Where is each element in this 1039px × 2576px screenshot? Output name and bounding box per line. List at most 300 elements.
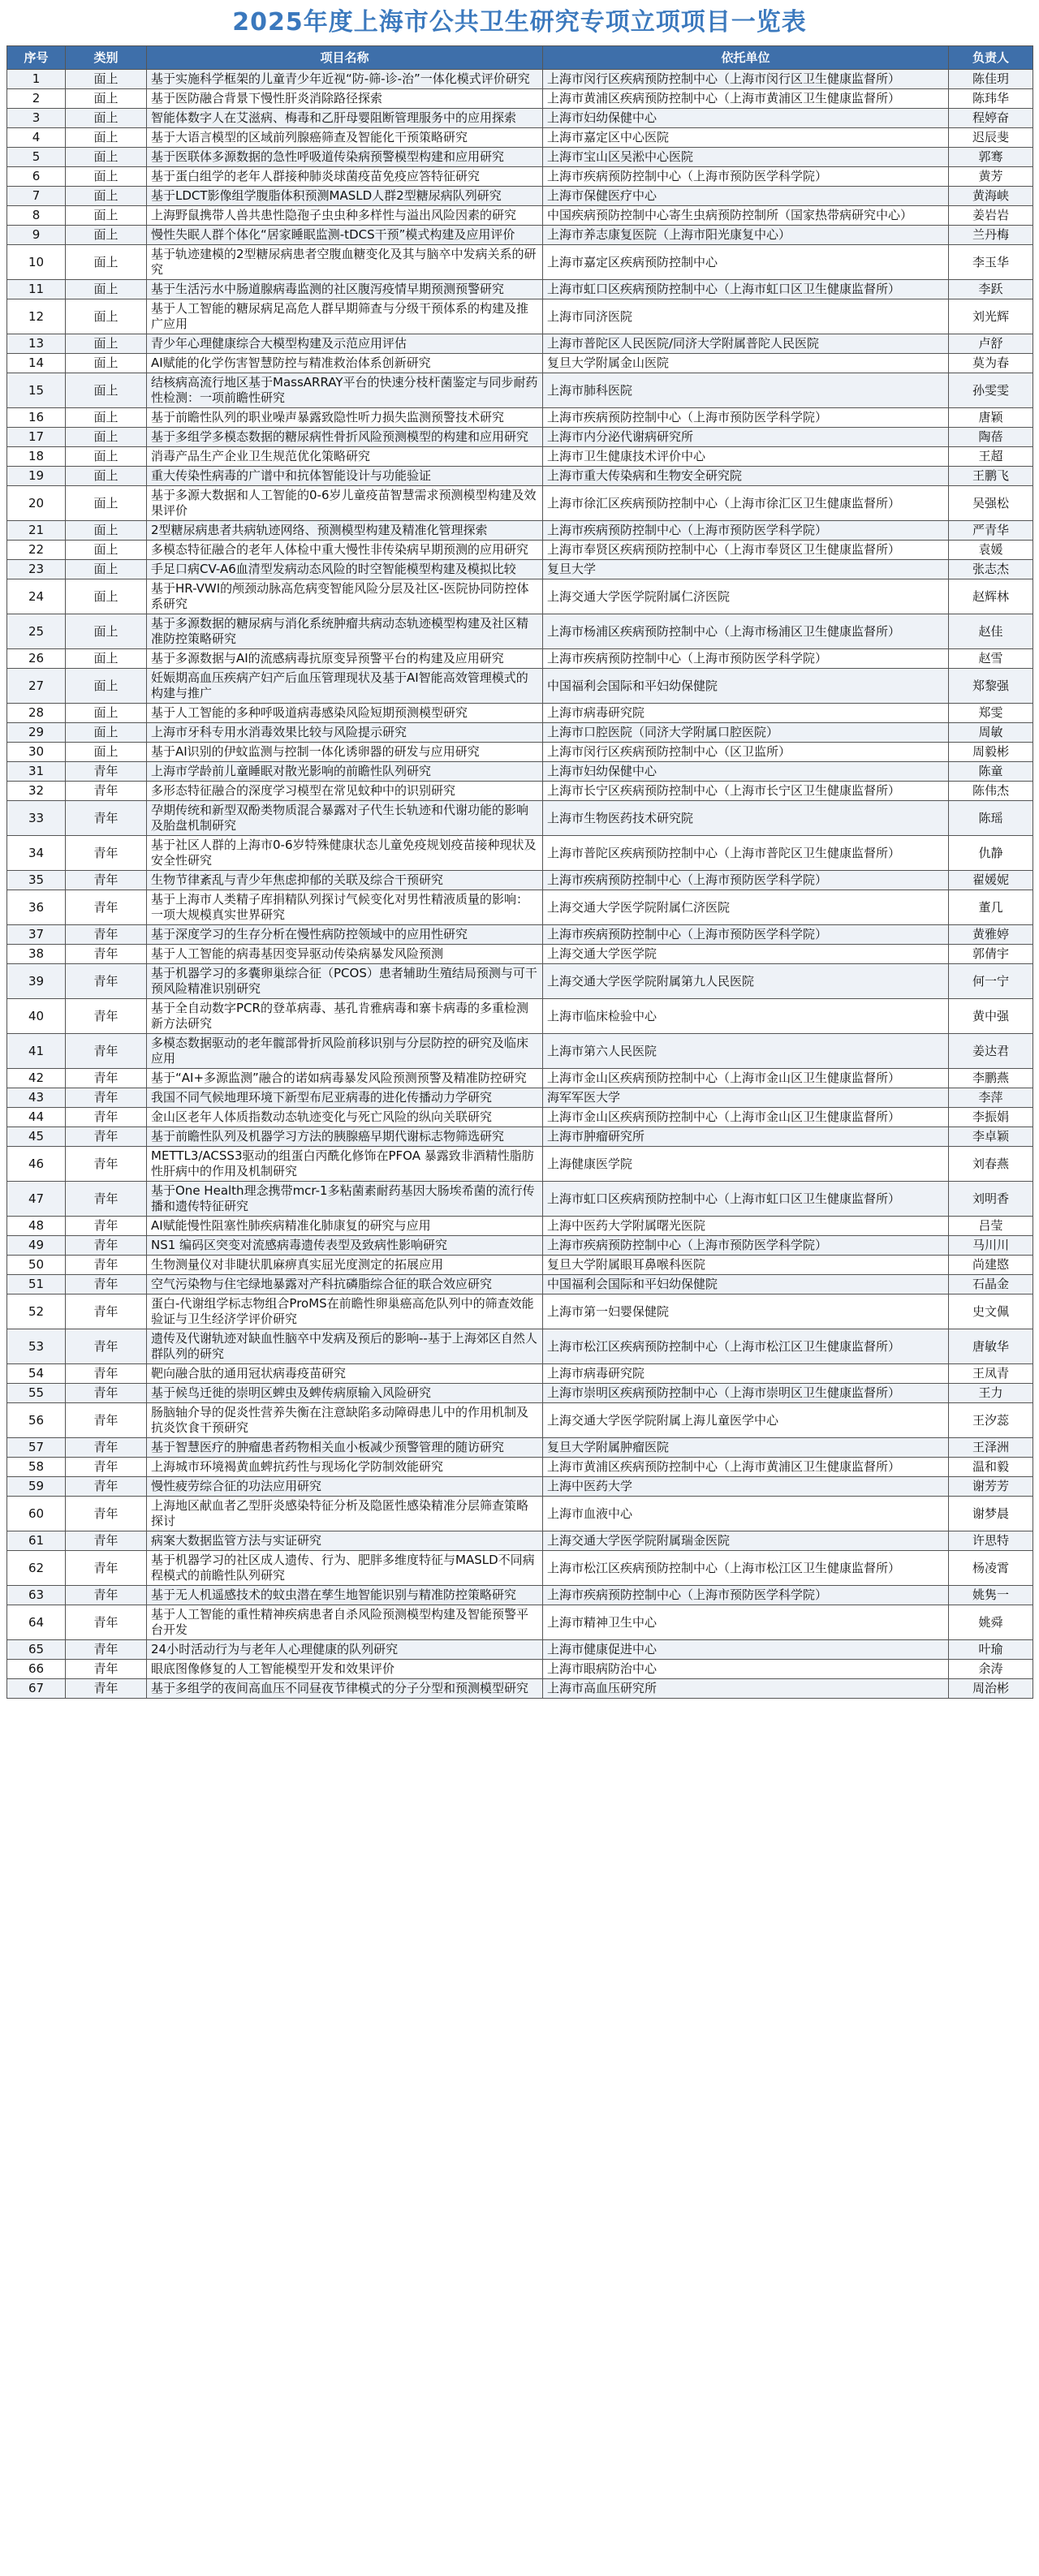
cell-leader: 周敏 (949, 723, 1033, 743)
cell-index: 55 (7, 1384, 66, 1403)
cell-project-name: 基于前瞻性队列及机器学习方法的胰腺癌早期代谢标志物筛选研究 (147, 1127, 543, 1147)
cell-leader: 史文佩 (949, 1294, 1033, 1329)
cell-index: 36 (7, 890, 66, 925)
cell-category: 面上 (66, 187, 147, 206)
cell-institution: 上海市第一妇婴保健院 (543, 1294, 949, 1329)
cell-leader: 卢舒 (949, 334, 1033, 354)
cell-leader: 陈佳玥 (949, 70, 1033, 89)
cell-institution: 复旦大学附属金山医院 (543, 354, 949, 373)
cell-category: 面上 (66, 373, 147, 408)
cell-institution: 上海市黄浦区疾病预防控制中心（上海市黄浦区卫生健康监督所） (543, 89, 949, 109)
cell-index: 44 (7, 1108, 66, 1127)
cell-project-name: 空气污染物与住宅绿地暴露对产科抗磷脂综合征的联合效应研究 (147, 1275, 543, 1294)
cell-project-name: 基于多组学多模态数据的糖尿病性骨折风险预测模型的构建和应用研究 (147, 428, 543, 447)
cell-project-name: 手足口病CV-A6血清型发病动态风险的时空智能模型构建及模拟比较 (147, 560, 543, 579)
cell-category: 青年 (66, 964, 147, 999)
table-row (7, 1182, 1033, 1217)
table-row (7, 890, 1033, 925)
cell-project-name: 基于人工智能的糖尿病足高危人群早期筛查与分级干预体系的构建及推广应用 (147, 299, 543, 334)
table-row (7, 1679, 1033, 1699)
cell-institution: 上海交通大学医学院附属仁济医院 (543, 890, 949, 925)
cell-institution: 上海市闵行区疾病预防控制中心（区卫监所） (543, 743, 949, 762)
cell-index: 64 (7, 1605, 66, 1640)
cell-leader: 仇静 (949, 836, 1033, 871)
table-row (7, 1497, 1033, 1531)
cell-category: 青年 (66, 1497, 147, 1531)
cell-institution: 上海市长宁区疾病预防控制中心（上海市长宁区卫生健康监督所） (543, 782, 949, 801)
cell-leader: 尚建愍 (949, 1256, 1033, 1275)
cell-project-name: 重大传染性病毒的广谱中和抗体智能设计与功能验证 (147, 467, 543, 486)
cell-index: 13 (7, 334, 66, 354)
cell-category: 面上 (66, 669, 147, 704)
cell-project-name: 基于上海市人类精子库捐精队列探讨气候变化对男性精液质量的影响：一项大规模真实世界研究 (147, 890, 543, 925)
cell-index: 41 (7, 1034, 66, 1069)
cell-index: 22 (7, 541, 66, 560)
cell-institution: 上海市健康促进中心 (543, 1640, 949, 1660)
cell-leader: 叶瑜 (949, 1640, 1033, 1660)
cell-leader: 郑黎强 (949, 669, 1033, 704)
cell-index: 50 (7, 1256, 66, 1275)
cell-project-name: METTL3/ACSS3驱动的组蛋白丙酰化修饰在PFOA 暴露致非酒精性脂肪性肝病中的作用及机制研究 (147, 1147, 543, 1182)
cell-index: 9 (7, 226, 66, 245)
table-row (7, 871, 1033, 890)
cell-project-name: 基于实施科学框架的儿童青少年近视“防-筛-诊-治”一体化模式评价研究 (147, 70, 543, 89)
cell-index: 10 (7, 245, 66, 280)
table-row (7, 521, 1033, 541)
cell-category: 面上 (66, 354, 147, 373)
cell-index: 54 (7, 1364, 66, 1384)
table-row (7, 486, 1033, 521)
cell-leader: 李振娟 (949, 1108, 1033, 1127)
cell-index: 47 (7, 1182, 66, 1217)
table-row (7, 334, 1033, 354)
cell-project-name: 基于候鸟迁徙的崇明区蜱虫及蜱传病原输入风险研究 (147, 1384, 543, 1403)
cell-leader: 何一宁 (949, 964, 1033, 999)
table-row (7, 299, 1033, 334)
table-row (7, 109, 1033, 128)
table-row (7, 964, 1033, 999)
cell-index: 28 (7, 704, 66, 723)
cell-institution: 上海中医药大学 (543, 1477, 949, 1497)
cell-institution: 上海市病毒研究院 (543, 704, 949, 723)
cell-institution: 中国福利会国际和平妇幼保健院 (543, 669, 949, 704)
cell-leader: 孙雯雯 (949, 373, 1033, 408)
cell-category: 面上 (66, 128, 147, 148)
cell-leader: 黄中强 (949, 999, 1033, 1034)
table-row (7, 1329, 1033, 1364)
cell-project-name: 遗传及代谢轨迹对缺血性脑卒中发病及预后的影响--基于上海郊区自然人群队列的研究 (147, 1329, 543, 1364)
cell-project-name: 基于“AI+多源监测”融合的诺如病毒暴发风险预测预警及精准防控研究 (147, 1069, 543, 1088)
table-row (7, 408, 1033, 428)
cell-index: 45 (7, 1127, 66, 1147)
cell-institution: 上海市松江区疾病预防控制中心（上海市松江区卫生健康监督所） (543, 1551, 949, 1586)
cell-index: 19 (7, 467, 66, 486)
cell-leader: 郑雯 (949, 704, 1033, 723)
cell-index: 67 (7, 1679, 66, 1699)
cell-project-name: 眼底图像修复的人工智能模型开发和效果评价 (147, 1660, 543, 1679)
cell-index: 4 (7, 128, 66, 148)
table-row (7, 89, 1033, 109)
cell-index: 11 (7, 280, 66, 299)
cell-index: 49 (7, 1236, 66, 1256)
cell-index: 24 (7, 579, 66, 614)
table-row (7, 669, 1033, 704)
cell-category: 青年 (66, 1256, 147, 1275)
cell-category: 青年 (66, 1127, 147, 1147)
cell-institution: 上海市妇幼保健中心 (543, 762, 949, 782)
table-row (7, 1364, 1033, 1384)
cell-index: 31 (7, 762, 66, 782)
cell-project-name: 结核病高流行地区基于MassARRAY平台的快速分枝杆菌鉴定与同步耐药性检测：一项前瞻性研究 (147, 373, 543, 408)
cell-leader: 程婷奋 (949, 109, 1033, 128)
cell-index: 2 (7, 89, 66, 109)
header-project-name: 项目名称 (147, 46, 543, 70)
cell-institution: 上海市杨浦区疾病预防控制中心（上海市杨浦区卫生健康监督所） (543, 614, 949, 649)
cell-project-name: 基于人工智能的病毒基因变异驱动传染病暴发风险预测 (147, 945, 543, 964)
cell-index: 7 (7, 187, 66, 206)
header-index: 序号 (7, 46, 66, 70)
cell-category: 面上 (66, 299, 147, 334)
table-row (7, 614, 1033, 649)
cell-index: 27 (7, 669, 66, 704)
table-row (7, 1256, 1033, 1275)
cell-institution: 上海市崇明区疾病预防控制中心（上海市崇明区卫生健康监督所） (543, 1384, 949, 1403)
table-row (7, 1605, 1033, 1640)
cell-project-name: 基于机器学习的社区成人遗传、行为、肥胖多维度特征与MASLD不同病程模式的前瞻性队列研究 (147, 1551, 543, 1586)
cell-leader: 吕莹 (949, 1217, 1033, 1236)
table-row (7, 245, 1033, 280)
cell-institution: 上海市闵行区疾病预防控制中心（上海市闵行区卫生健康监督所） (543, 70, 949, 89)
cell-institution: 上海市肿瘤研究所 (543, 1127, 949, 1147)
cell-leader: 陶蓓 (949, 428, 1033, 447)
table-row (7, 206, 1033, 226)
cell-index: 1 (7, 70, 66, 89)
cell-institution: 上海市嘉定区疾病预防控制中心 (543, 245, 949, 280)
cell-index: 65 (7, 1640, 66, 1660)
cell-category: 面上 (66, 614, 147, 649)
cell-leader: 郭骞 (949, 148, 1033, 167)
cell-index: 58 (7, 1458, 66, 1477)
cell-institution: 上海市精神卫生中心 (543, 1605, 949, 1640)
cell-institution: 上海市同济医院 (543, 299, 949, 334)
cell-project-name: 慢性疲劳综合征的功法应用研究 (147, 1477, 543, 1497)
cell-leader: 张志杰 (949, 560, 1033, 579)
page-title: 2025年度上海市公共卫生研究专项立项项目一览表 (232, 8, 807, 37)
cell-leader: 袁媛 (949, 541, 1033, 560)
cell-category: 面上 (66, 408, 147, 428)
cell-leader: 董几 (949, 890, 1033, 925)
cell-project-name: 基于HR-VWI的颅颈动脉高危病变智能风险分层及社区-医院协同防控体系研究 (147, 579, 543, 614)
cell-project-name: 基于医防融合背景下慢性肝炎消除路径探索 (147, 89, 543, 109)
cell-category: 面上 (66, 70, 147, 89)
cell-institution: 上海市奉贤区疾病预防控制中心（上海市奉贤区卫生健康监督所） (543, 541, 949, 560)
cell-index: 39 (7, 964, 66, 999)
cell-index: 52 (7, 1294, 66, 1329)
table-row (7, 762, 1033, 782)
cell-project-name: 基于LDCT影像组学腹脂体积预测MASLD人群2型糖尿病队列研究 (147, 187, 543, 206)
cell-institution: 上海市生物医药技术研究院 (543, 801, 949, 836)
cell-category: 面上 (66, 723, 147, 743)
cell-institution: 上海市嘉定区中心医院 (543, 128, 949, 148)
cell-index: 57 (7, 1438, 66, 1458)
cell-index: 30 (7, 743, 66, 762)
cell-leader: 姚隽一 (949, 1586, 1033, 1605)
cell-leader: 刘春燕 (949, 1147, 1033, 1182)
table-row (7, 560, 1033, 579)
cell-leader: 王超 (949, 447, 1033, 467)
cell-institution: 复旦大学附属眼耳鼻喉科医院 (543, 1256, 949, 1275)
cell-project-name: 基于机器学习的多囊卵巢综合征（PCOS）患者辅助生殖结局预测与可干预风险精准识别研究 (147, 964, 543, 999)
cell-project-name: 消毒产品生产企业卫生规范优化策略研究 (147, 447, 543, 467)
table-row (7, 1217, 1033, 1236)
cell-institution: 中国福利会国际和平妇幼保健院 (543, 1275, 949, 1294)
table-row (7, 704, 1033, 723)
table-row (7, 945, 1033, 964)
cell-category: 面上 (66, 486, 147, 521)
cell-index: 46 (7, 1147, 66, 1182)
cell-project-name: 上海市学龄前儿童睡眠对散光影响的前瞻性队列研究 (147, 762, 543, 782)
cell-index: 37 (7, 925, 66, 945)
cell-leader: 黄海峡 (949, 187, 1033, 206)
cell-project-name: 妊娠期高血压疾病产妇产后血压管理现状及基于AI智能高效管理模式的构建与推广 (147, 669, 543, 704)
table-row (7, 1088, 1033, 1108)
cell-index: 56 (7, 1403, 66, 1438)
cell-category: 面上 (66, 167, 147, 187)
cell-leader: 赵辉林 (949, 579, 1033, 614)
table-row (7, 782, 1033, 801)
cell-index: 3 (7, 109, 66, 128)
cell-leader: 马川川 (949, 1236, 1033, 1256)
cell-leader: 周毅彬 (949, 743, 1033, 762)
cell-project-name: 多模态特征融合的老年人体检中重大慢性非传染病早期预测的应用研究 (147, 541, 543, 560)
table-row (7, 447, 1033, 467)
cell-index: 63 (7, 1586, 66, 1605)
cell-leader: 谢芳芳 (949, 1477, 1033, 1497)
cell-category: 面上 (66, 649, 147, 669)
cell-index: 66 (7, 1660, 66, 1679)
cell-project-name: 肠脑轴介导的促炎性营养失衡在注意缺陷多动障碍患儿中的作用机制及抗炎饮食干预研究 (147, 1403, 543, 1438)
table-row (7, 1127, 1033, 1147)
cell-project-name: 基于生活污水中肠道腺病毒监测的社区腹泻疫情早期预测预警研究 (147, 280, 543, 299)
cell-category: 面上 (66, 521, 147, 541)
cell-leader: 姜岩岩 (949, 206, 1033, 226)
cell-institution: 上海市高血压研究所 (543, 1679, 949, 1699)
header-institution: 依托单位 (543, 46, 949, 70)
cell-index: 53 (7, 1329, 66, 1364)
cell-category: 青年 (66, 1147, 147, 1182)
cell-index: 20 (7, 486, 66, 521)
cell-leader: 温和毅 (949, 1458, 1033, 1477)
cell-category: 面上 (66, 447, 147, 467)
cell-institution: 上海市黄浦区疾病预防控制中心（上海市黄浦区卫生健康监督所） (543, 1458, 949, 1477)
cell-institution: 上海市普陀区疾病预防控制中心（上海市普陀区卫生健康监督所） (543, 836, 949, 871)
table-row (7, 1275, 1033, 1294)
cell-project-name: 基于One Health理念携带mcr-1多粘菌素耐药基因大肠埃希菌的流行传播和遗传特征研究 (147, 1182, 543, 1217)
table-row (7, 1531, 1033, 1551)
cell-institution: 上海市疾病预防控制中心（上海市预防医学科学院） (543, 408, 949, 428)
cell-project-name: AI赋能的化学伤害智慧防控与精准救治体系创新研究 (147, 354, 543, 373)
cell-category: 面上 (66, 334, 147, 354)
table-row (7, 1147, 1033, 1182)
cell-leader: 陈玮华 (949, 89, 1033, 109)
cell-category: 青年 (66, 1679, 147, 1699)
cell-category: 面上 (66, 743, 147, 762)
cell-institution: 上海市金山区疾病预防控制中心（上海市金山区卫生健康监督所） (543, 1108, 949, 1127)
cell-leader: 李萍 (949, 1088, 1033, 1108)
cell-project-name: 基于社区人群的上海市0-6岁特殊健康状态儿童免疫规划疫苗接种现状及安全性研究 (147, 836, 543, 871)
cell-leader: 莫为春 (949, 354, 1033, 373)
table-row (7, 1294, 1033, 1329)
table-row (7, 999, 1033, 1034)
cell-project-name: 靶向融合肽的通用冠状病毒疫苗研究 (147, 1364, 543, 1384)
cell-leader: 周治彬 (949, 1679, 1033, 1699)
table-row (7, 1586, 1033, 1605)
cell-index: 60 (7, 1497, 66, 1531)
cell-index: 6 (7, 167, 66, 187)
table-row (7, 1660, 1033, 1679)
cell-institution: 上海市疾病预防控制中心（上海市预防医学科学院） (543, 925, 949, 945)
cell-category: 面上 (66, 467, 147, 486)
cell-index: 62 (7, 1551, 66, 1586)
table-row (7, 428, 1033, 447)
cell-leader: 王鹏飞 (949, 467, 1033, 486)
table-header (7, 46, 1033, 70)
table-row (7, 148, 1033, 167)
cell-category: 面上 (66, 560, 147, 579)
cell-index: 32 (7, 782, 66, 801)
cell-project-name: 基于多组学的夜间高血压不同昼夜节律模式的分子分型和预测模型研究 (147, 1679, 543, 1699)
cell-project-name: 24小时活动行为与老年人心理健康的队列研究 (147, 1640, 543, 1660)
cell-project-name: 基于蛋白组学的老年人群接种肺炎球菌疫苗免疫应答特征研究 (147, 167, 543, 187)
table-row (7, 1403, 1033, 1438)
cell-leader: 吴强松 (949, 486, 1033, 521)
cell-category: 青年 (66, 890, 147, 925)
table-row (7, 1477, 1033, 1497)
table-row (7, 187, 1033, 206)
table-row (7, 1034, 1033, 1069)
cell-institution: 中国疾病预防控制中心寄生虫病预防控制所（国家热带病研究中心） (543, 206, 949, 226)
cell-institution: 上海市口腔医院（同济大学附属口腔医院） (543, 723, 949, 743)
cell-leader: 王泽洲 (949, 1438, 1033, 1458)
table-row (7, 354, 1033, 373)
cell-institution: 上海市虹口区疾病预防控制中心（上海市虹口区卫生健康监督所） (543, 280, 949, 299)
cell-category: 面上 (66, 109, 147, 128)
cell-category: 青年 (66, 1275, 147, 1294)
cell-institution: 上海交通大学医学院附属第九人民医院 (543, 964, 949, 999)
cell-leader: 余涛 (949, 1660, 1033, 1679)
cell-index: 23 (7, 560, 66, 579)
cell-institution: 上海交通大学医学院 (543, 945, 949, 964)
cell-category: 面上 (66, 89, 147, 109)
cell-institution: 复旦大学附属肿瘤医院 (543, 1438, 949, 1458)
cell-index: 33 (7, 801, 66, 836)
cell-category: 青年 (66, 1640, 147, 1660)
cell-index: 38 (7, 945, 66, 964)
cell-category: 青年 (66, 1605, 147, 1640)
cell-project-name: 基于轨迹建模的2型糖尿病患者空腹血糖变化及其与脑卒中发病关系的研究 (147, 245, 543, 280)
cell-institution: 上海市金山区疾病预防控制中心（上海市金山区卫生健康监督所） (543, 1069, 949, 1088)
cell-leader: 许思特 (949, 1531, 1033, 1551)
cell-category: 青年 (66, 1088, 147, 1108)
table-row (7, 70, 1033, 89)
cell-project-name: 金山区老年人体质指数动态轨迹变化与死亡风险的纵向关联研究 (147, 1108, 543, 1127)
cell-leader: 谢梦晨 (949, 1497, 1033, 1531)
cell-institution: 上海市临床检验中心 (543, 999, 949, 1034)
cell-category: 面上 (66, 148, 147, 167)
cell-category: 青年 (66, 1438, 147, 1458)
cell-category: 青年 (66, 1034, 147, 1069)
header-category: 类别 (66, 46, 147, 70)
cell-leader: 郭倩宇 (949, 945, 1033, 964)
table-row (7, 226, 1033, 245)
cell-institution: 上海市疾病预防控制中心（上海市预防医学科学院） (543, 521, 949, 541)
cell-institution: 上海市卫生健康技术评价中心 (543, 447, 949, 467)
cell-index: 61 (7, 1531, 66, 1551)
cell-project-name: 上海市牙科专用水消毒效果比较与风险提示研究 (147, 723, 543, 743)
cell-institution: 上海市疾病预防控制中心（上海市预防医学科学院） (543, 1586, 949, 1605)
cell-project-name: 基于深度学习的生存分析在慢性病防控领域中的应用性研究 (147, 925, 543, 945)
cell-leader: 唐颖 (949, 408, 1033, 428)
table-row (7, 925, 1033, 945)
cell-category: 青年 (66, 1364, 147, 1384)
cell-leader: 翟媛妮 (949, 871, 1033, 890)
cell-category: 青年 (66, 1551, 147, 1586)
table-row (7, 280, 1033, 299)
cell-index: 8 (7, 206, 66, 226)
cell-leader: 刘光辉 (949, 299, 1033, 334)
cell-category: 青年 (66, 1384, 147, 1403)
table-row (7, 1551, 1033, 1586)
cell-index: 17 (7, 428, 66, 447)
cell-institution: 上海市眼病防治中心 (543, 1660, 949, 1679)
cell-project-name: 基于多源数据的糖尿病与消化系统肿瘤共病动态轨迹模型构建及社区精准防控策略研究 (147, 614, 543, 649)
cell-leader: 李卓颖 (949, 1127, 1033, 1147)
cell-leader: 陈伟杰 (949, 782, 1033, 801)
cell-category: 青年 (66, 1108, 147, 1127)
cell-leader: 李玉华 (949, 245, 1033, 280)
cell-project-name: 基于多源大数据和人工智能的0-6岁儿童疫苗智慧需求预测模型构建及效果评价 (147, 486, 543, 521)
table-row (7, 167, 1033, 187)
cell-project-name: 上海野鼠携带人兽共患性隐孢子虫虫种多样性与溢出风险因素的研究 (147, 206, 543, 226)
cell-institution: 上海交通大学医学院附属瑞金医院 (543, 1531, 949, 1551)
table-row (7, 373, 1033, 408)
cell-leader: 赵雪 (949, 649, 1033, 669)
cell-leader: 李跃 (949, 280, 1033, 299)
table-row (7, 836, 1033, 871)
table-row (7, 1640, 1033, 1660)
cell-category: 青年 (66, 782, 147, 801)
cell-institution: 上海市重大传染病和生物安全研究院 (543, 467, 949, 486)
cell-institution: 上海市松江区疾病预防控制中心（上海市松江区卫生健康监督所） (543, 1329, 949, 1364)
table-body (7, 70, 1033, 1699)
cell-leader: 石晶金 (949, 1275, 1033, 1294)
cell-index: 14 (7, 354, 66, 373)
cell-index: 15 (7, 373, 66, 408)
cell-category: 青年 (66, 836, 147, 871)
table-row (7, 1069, 1033, 1088)
cell-institution: 海军军医大学 (543, 1088, 949, 1108)
cell-project-name: 基于无人机遥感技术的蚊虫潜在孳生地智能识别与精准防控策略研究 (147, 1586, 543, 1605)
cell-index: 5 (7, 148, 66, 167)
cell-category: 青年 (66, 1531, 147, 1551)
table-row (7, 1458, 1033, 1477)
cell-institution: 上海市虹口区疾病预防控制中心（上海市虹口区卫生健康监督所） (543, 1182, 949, 1217)
cell-project-name: 生物节律紊乱与青少年焦虑抑郁的关联及综合干预研究 (147, 871, 543, 890)
cell-project-name: 智能体数字人在艾滋病、梅毒和乙肝母婴阻断管理服务中的应用探索 (147, 109, 543, 128)
document-page (6, 0, 1033, 1699)
cell-category: 面上 (66, 280, 147, 299)
cell-index: 40 (7, 999, 66, 1034)
